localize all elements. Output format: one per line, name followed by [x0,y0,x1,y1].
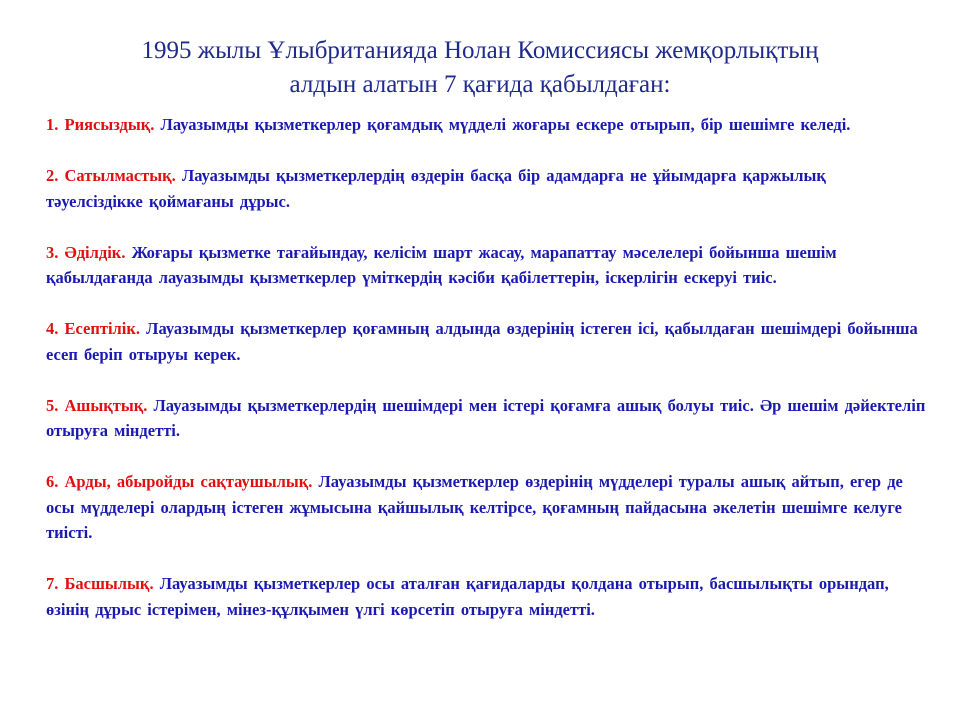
slide-title-line-2: алдын алатын 7 қағида қабылдаған: [289,71,671,98]
principle-name: 5. Ашықтық. [46,395,154,415]
principle-text: Лауазымды қызметкерлер өздерінің мүдделері туралы ашық айтып, егер де осы мүдделері олардың істеген жұмысына қайшылық келтірсе, қоғамның пайдасына әкелетін шешімге келуге тиісті. [46,472,903,542]
principle-text: Лауазымды қызметкерлер осы аталған қағидаларды қолдана отырып, басшылықты орындап, өзінің дұрыс істерімен, мінез-құлқымен үлгі көрсетіп отыруға міндетті. [46,574,889,619]
principle-name: 3. Әділдік. [46,242,132,262]
principle-item [46,393,926,444]
principle-name: 7. Басшылық. [46,574,160,593]
principle-name: 4. Есептілік. [46,319,147,338]
principle-name: 2. Сатылмастық. [46,166,182,185]
slide-title-line-1: 1995 жылы Ұлыбританияда Нолан Комиссиясы жемқорлықтың [141,37,819,64]
principle-text: Жоғары қызметке тағайындау, келісім шарт жасау, марапаттау мәселелері бойынша шешім қабылдағанда лауазымды қызметкерлер үміткердің кәсіби қабілеттерін, іскерлігін ескеруі тиіс. [46,242,837,287]
principle-item [46,163,926,214]
principle-text: Лауазымды қызметкерлердің шешімдері мен істері қоғамға ашық болуы тиіс. Әр шешім дәйектеліп отыруға міндетті. [46,395,926,440]
principle-text: Лауазымды қызметкерлер қоғамның алдында өздерінің істеген ісі, қабылдаған шешімдері бойынша есеп беріп отыруы керек. [46,319,918,364]
principle-name: 1. Риясыздық. [46,115,161,134]
principle-name: 6. Арды, абыройды сақтаушылық. [46,472,319,491]
principle-item [46,112,926,138]
principle-item [46,469,926,546]
slide-title [60,34,900,102]
principle-item [46,240,926,291]
principles-list [46,112,926,648]
principle-text: Лауазымды қызметкерлер қоғамдық мүдделі жоғары ескере отырып, бір шешімге келеді. [160,115,851,134]
principle-item [46,316,926,367]
principle-item [46,571,926,622]
principle-text: Лауазымды қызметкерлердің өздерін басқа бір адамдарға не ұйымдарға қаржылық тәуелсіздікке қоймағаны дұрыс. [46,166,826,211]
